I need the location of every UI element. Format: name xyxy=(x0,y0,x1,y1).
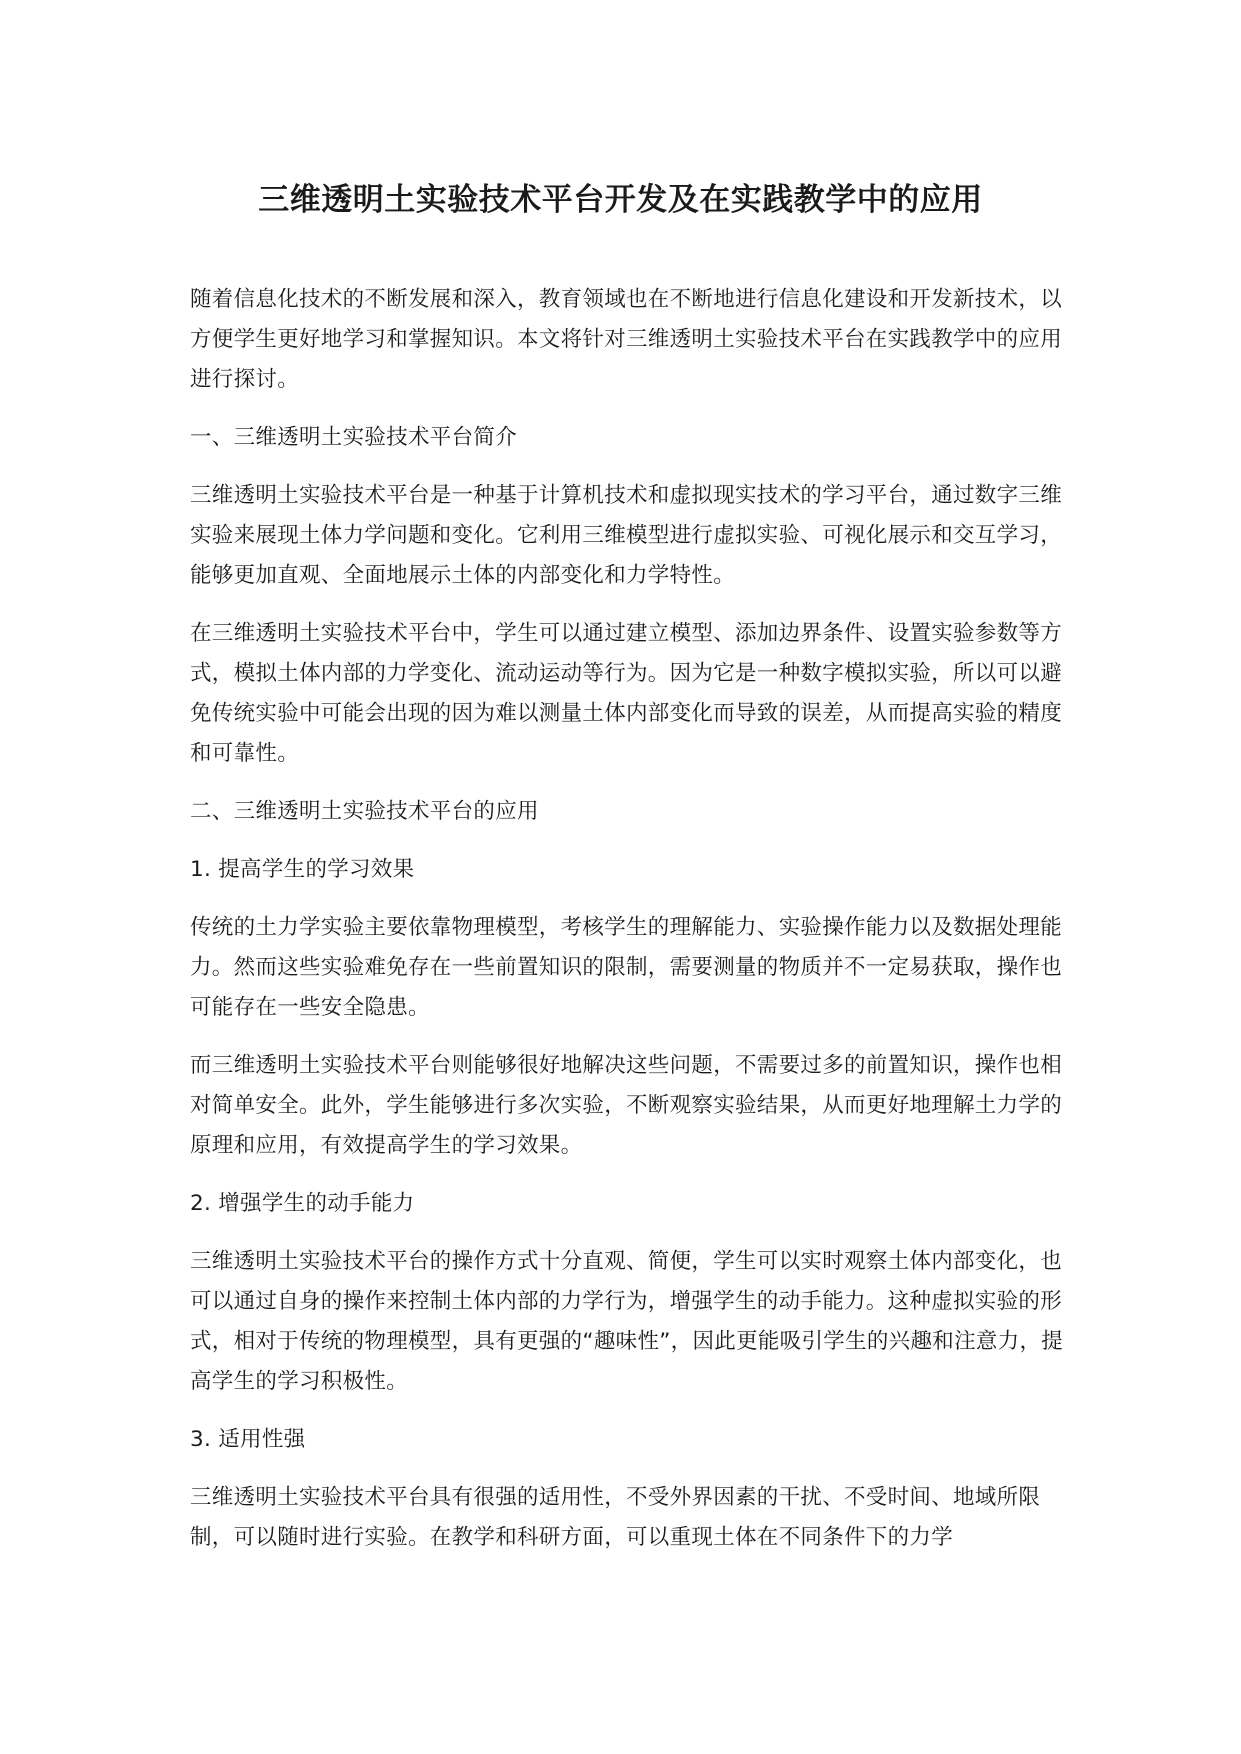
section-heading-2: 二、三维透明土实验技术平台的应用 xyxy=(190,799,539,824)
document-body xyxy=(190,280,1070,1576)
subsection-heading-2: 2. 增强学生的动手能力 xyxy=(190,1191,415,1216)
body-paragraph: 三维透明土实验技术平台是一种基于计算机技术和虚拟现实技术的学习平台，通过数字三维实验来展现土体力学问题和变化。它利用三维模型进行虚拟实验、可视化展示和交互学习，能够更加直观、全面地展示土体的内部变化和力学特性。 xyxy=(190,483,1063,588)
body-paragraph: 三维透明土实验技术平台的操作方式十分直观、简便，学生可以实时观察土体内部变化，也可以通过自身的操作来控制土体内部的力学行为，增强学生的动手能力。这种虚拟实验的形式，相对于传统的物理模型，具有更强的“趣味性”，因此更能吸引学生的兴趣和注意力，提高学生的学习积极性。 xyxy=(190,1249,1064,1394)
body-paragraph: 三维透明土实验技术平台具有很强的适用性，不受外界因素的干扰、不受时间、地域所限制，可以随时进行实验。在教学和科研方面，可以重现土体在不同条件下的力学 xyxy=(190,1485,1041,1550)
body-paragraph: 在三维透明土实验技术平台中，学生可以通过建立模型、添加边界条件、设置实验参数等方式，模拟土体内部的力学变化、流动运动等行为。因为它是一种数字模拟实验，所以可以避免传统实验中可能会出现的因为难以测量土体内部变化而导致的误差，从而提高实验的精度和可靠性。 xyxy=(190,621,1063,766)
body-paragraph: 传统的土力学实验主要依靠物理模型，考核学生的理解能力、实验操作能力以及数据处理能力。然而这些实验难免存在一些前置知识的限制，需要测量的物质并不一定易获取，操作也可能存在一些安全隐患。 xyxy=(190,915,1063,1020)
subsection-heading-3: 3. 适用性强 xyxy=(190,1427,306,1452)
document-title: 三维透明土实验技术平台开发及在实践教学中的应用 xyxy=(258,182,983,218)
subsection-heading-1: 1. 提高学生的学习效果 xyxy=(190,857,415,882)
body-paragraph: 而三维透明土实验技术平台则能够很好地解决这些问题，不需要过多的前置知识，操作也相对简单安全。此外，学生能够进行多次实验，不断观察实验结果，从而更好地理解土力学的原理和应用，有效提高学生的学习效果。 xyxy=(190,1053,1063,1158)
section-heading-1: 一、三维透明土实验技术平台简介 xyxy=(190,425,518,450)
intro-paragraph: 随着信息化技术的不断发展和深入，教育领域也在不断地进行信息化建设和开发新技术，以方便学生更好地学习和掌握知识。本文将针对三维透明土实验技术平台在实践教学中的应用进行探讨。 xyxy=(190,287,1063,392)
